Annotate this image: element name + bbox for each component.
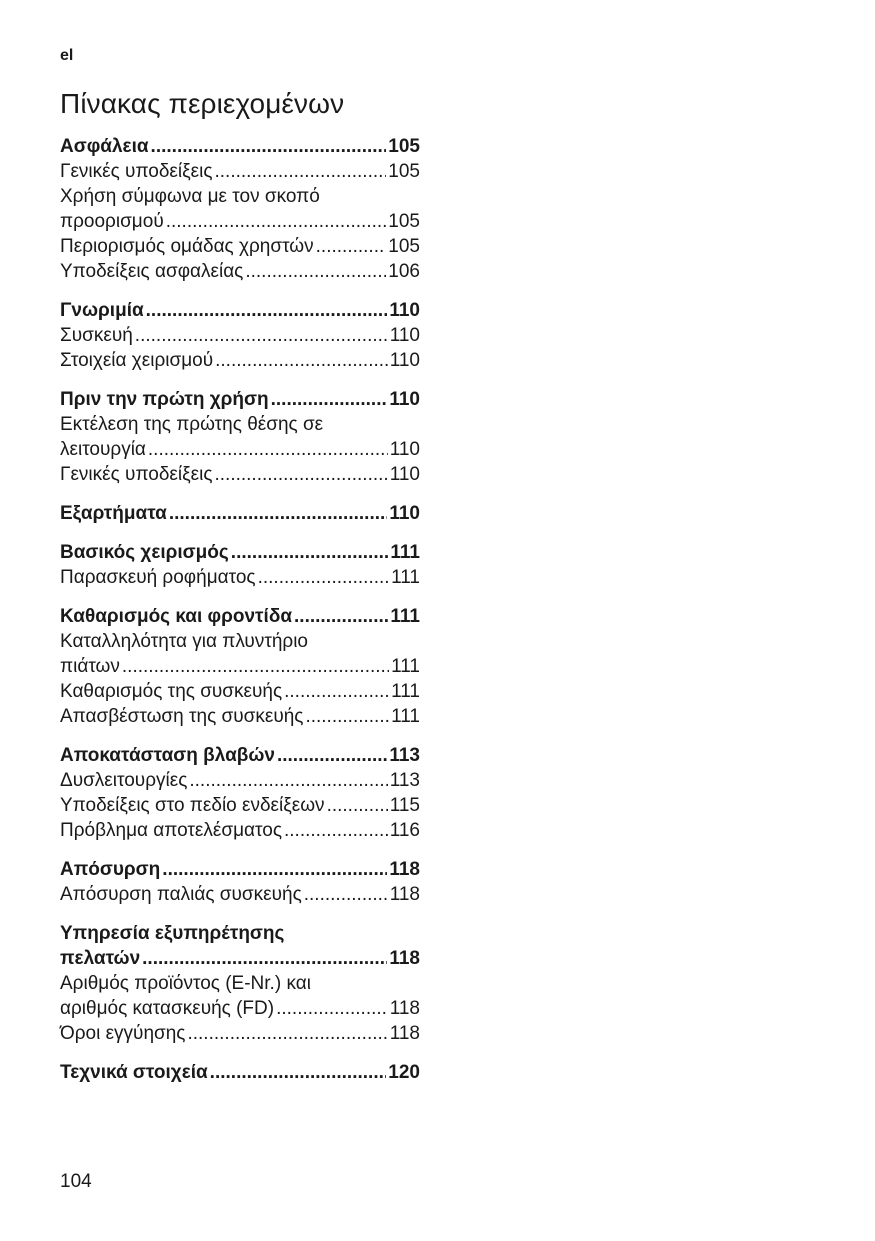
toc-sub-entry[interactable] <box>60 971 420 1021</box>
dot-leader <box>214 159 386 184</box>
dot-leader <box>166 209 387 234</box>
toc-heading-entry[interactable] <box>60 604 420 629</box>
dot-leader <box>135 323 388 348</box>
toc-sub-entry[interactable] <box>60 768 420 793</box>
toc-page-number: 110 <box>389 300 420 321</box>
toc-entry-label: αριθμός κατασκευής (FD) <box>60 998 275 1019</box>
dot-leader <box>245 259 386 284</box>
toc-heading-entry[interactable] <box>60 540 420 565</box>
toc-entry-row <box>60 565 420 590</box>
dot-leader <box>277 743 387 768</box>
toc-entry-row <box>60 1021 420 1046</box>
toc-sub-entry[interactable] <box>60 323 420 348</box>
toc-page-number: 118 <box>389 884 420 905</box>
language-code: el <box>60 47 74 64</box>
toc-entry-row <box>60 134 420 159</box>
toc-entry-label: Υποδείξεις ασφαλείας <box>60 261 244 282</box>
dot-leader <box>189 768 387 793</box>
toc-entry-label: Παρασκευή ροφήματος <box>60 567 256 588</box>
toc-page-number: 120 <box>388 1062 420 1083</box>
toc-entry-row <box>60 323 420 348</box>
toc-sub-entry[interactable] <box>60 704 420 729</box>
dot-leader <box>231 540 389 565</box>
toc-page-number: 110 <box>389 503 420 524</box>
toc-heading-entry[interactable] <box>60 857 420 882</box>
toc-entry-label-line: Καταλληλότητα για πλυντήριο <box>60 631 308 652</box>
dot-leader <box>210 1060 387 1085</box>
toc-page-number: 105 <box>388 211 420 232</box>
toc-sub-entry[interactable] <box>60 234 420 259</box>
toc-entry-label: πιάτων <box>60 656 120 677</box>
toc-entry-label: Γενικές υποδείξεις <box>60 161 213 182</box>
toc-entry-label: Βασικός χειρισμός <box>60 542 229 563</box>
dot-leader <box>142 946 387 971</box>
toc-page-number: 118 <box>389 948 420 969</box>
toc-entry-label: Γνωριμία <box>60 300 144 321</box>
toc-entry-row <box>60 462 420 487</box>
dot-leader <box>304 882 388 907</box>
table-of-contents <box>60 134 420 1099</box>
toc-page-number: 111 <box>390 606 420 627</box>
dot-leader <box>169 501 388 526</box>
toc-page-number: 110 <box>389 325 420 346</box>
toc-entry-row <box>60 818 420 843</box>
dot-leader <box>187 1021 387 1046</box>
toc-entry-row <box>60 768 420 793</box>
dot-leader <box>148 437 388 462</box>
toc-page-number: 111 <box>391 681 420 702</box>
toc-entry-row <box>60 654 420 679</box>
dot-leader <box>258 565 390 590</box>
toc-entry-row <box>60 793 420 818</box>
toc-page-number: 111 <box>391 567 420 588</box>
toc-entry-row <box>60 743 420 768</box>
toc-entry-label: Στοιχεία χειρισμού <box>60 350 214 371</box>
toc-entry-label-line: Εκτέλεση της πρώτης θέσης σε <box>60 414 324 435</box>
toc-entry-row <box>60 387 420 412</box>
toc-heading-entry[interactable] <box>60 387 420 412</box>
toc-entry-row <box>60 857 420 882</box>
toc-entry-label: Πριν την πρώτη χρήση <box>60 389 269 410</box>
toc-page-number: 118 <box>389 998 420 1019</box>
toc-section <box>60 743 420 843</box>
toc-entry-row <box>60 437 420 462</box>
dot-leader <box>327 793 388 818</box>
toc-entry-row <box>60 298 420 323</box>
toc-entry-row <box>60 604 420 629</box>
toc-section <box>60 857 420 907</box>
toc-section <box>60 921 420 1046</box>
toc-entry-row <box>60 882 420 907</box>
toc-page-number: 115 <box>389 795 420 816</box>
toc-page-number: 118 <box>389 859 420 880</box>
dot-leader <box>271 387 388 412</box>
toc-entry-label: Απόσυρση παλιάς συσκευής <box>60 884 302 905</box>
toc-entry-label: Πρόβλημα αποτελέσματος <box>60 820 282 841</box>
toc-section <box>60 604 420 729</box>
toc-page-number: 111 <box>390 542 420 563</box>
toc-page-number: 111 <box>391 706 420 727</box>
toc-section <box>60 501 420 526</box>
toc-sub-entry[interactable] <box>60 259 420 284</box>
toc-sub-entry[interactable] <box>60 159 420 184</box>
toc-page-number: 105 <box>388 136 420 157</box>
dot-leader <box>284 818 388 843</box>
toc-entry-label-line: Αριθμός προϊόντος (E-Nr.) και <box>60 973 311 994</box>
toc-page-number: 110 <box>389 439 420 460</box>
toc-heading-entry[interactable] <box>60 921 420 971</box>
toc-sub-entry[interactable] <box>60 793 420 818</box>
toc-entry-label: Δυσλειτουργίες <box>60 770 188 791</box>
toc-entry-label: λειτουργία <box>60 439 146 460</box>
toc-entry-label: Όροι εγγύησης <box>60 1023 186 1044</box>
toc-entry-label: Τεχνικά στοιχεία <box>60 1062 208 1083</box>
toc-entry-label: Ασφάλεια <box>60 136 149 157</box>
toc-heading-entry[interactable] <box>60 1060 420 1085</box>
toc-entry-row <box>60 159 420 184</box>
toc-page-number: 110 <box>389 350 420 371</box>
toc-entry-row <box>60 501 420 526</box>
toc-entry-label: Απασβέστωση της συσκευής <box>60 706 304 727</box>
toc-entry-label: Καθαρισμός και φροντίδα <box>60 606 293 627</box>
toc-sub-entry[interactable] <box>60 565 420 590</box>
dot-leader <box>276 996 388 1021</box>
toc-entry-label: πελατών <box>60 948 141 969</box>
toc-entry-row <box>60 259 420 284</box>
toc-page-number: 110 <box>389 389 420 410</box>
page-title: Πίνακας περιεχομένων <box>60 88 345 119</box>
toc-page-number: 116 <box>389 820 420 841</box>
toc-entry-label: προορισμού <box>60 211 164 232</box>
dot-leader <box>305 704 389 729</box>
dot-leader <box>316 234 387 259</box>
dot-leader <box>151 134 387 159</box>
toc-page-number: 106 <box>388 261 420 282</box>
toc-entry-label: Γενικές υποδείξεις <box>60 464 213 485</box>
toc-page-number: 105 <box>388 161 420 182</box>
toc-entry-label: Συσκευή <box>60 325 133 346</box>
toc-entry-label: Καθαρισμός της συσκευής <box>60 681 283 702</box>
toc-sub-entry[interactable] <box>60 629 420 679</box>
toc-sub-entry[interactable] <box>60 882 420 907</box>
toc-entry-row <box>60 540 420 565</box>
toc-entry-row <box>60 348 420 373</box>
toc-sub-entry[interactable] <box>60 462 420 487</box>
dot-leader <box>122 654 389 679</box>
toc-sub-entry[interactable] <box>60 412 420 462</box>
toc-entry-row <box>60 996 420 1021</box>
toc-heading-entry[interactable] <box>60 501 420 526</box>
toc-entry-row <box>60 679 420 704</box>
toc-page-number: 113 <box>389 745 420 766</box>
toc-page-number: 105 <box>388 236 420 257</box>
toc-section <box>60 134 420 284</box>
toc-section <box>60 540 420 590</box>
toc-entry-label: Αποκατάσταση βλαβών <box>60 745 275 766</box>
toc-entry-label: Εξαρτήματα <box>60 503 167 524</box>
toc-entry-label: Υποδείξεις στο πεδίο ενδείξεων <box>60 795 325 816</box>
toc-entry-row <box>60 704 420 729</box>
dot-leader <box>214 462 387 487</box>
toc-section <box>60 387 420 487</box>
toc-sub-entry[interactable] <box>60 818 420 843</box>
toc-entry-row <box>60 946 420 971</box>
toc-sub-entry[interactable] <box>60 184 420 234</box>
toc-heading-entry[interactable] <box>60 134 420 159</box>
toc-page-number: 118 <box>389 1023 420 1044</box>
toc-entry-label: Απόσυρση <box>60 859 161 880</box>
dot-leader <box>215 348 388 373</box>
dot-leader <box>162 857 387 882</box>
toc-sub-entry[interactable] <box>60 679 420 704</box>
dot-leader <box>294 604 388 629</box>
toc-entry-label-line: Χρήση σύμφωνα με τον σκοπό <box>60 186 320 207</box>
toc-section <box>60 1060 420 1085</box>
toc-entry-label: Περιορισμός ομάδας χρηστών <box>60 236 314 257</box>
toc-heading-entry[interactable] <box>60 298 420 323</box>
toc-page-number: 111 <box>391 656 420 677</box>
toc-entry-row <box>60 234 420 259</box>
toc-sub-entry[interactable] <box>60 348 420 373</box>
page-number: 104 <box>60 1171 92 1192</box>
toc-section <box>60 298 420 373</box>
toc-page-number: 110 <box>389 464 420 485</box>
toc-sub-entry[interactable] <box>60 1021 420 1046</box>
toc-entry-row <box>60 1060 420 1085</box>
toc-entry-row <box>60 209 420 234</box>
dot-leader <box>284 679 389 704</box>
dot-leader <box>146 298 388 323</box>
toc-entry-label-line: Υπηρεσία εξυπηρέτησης <box>60 923 285 944</box>
toc-page-number: 113 <box>389 770 420 791</box>
toc-heading-entry[interactable] <box>60 743 420 768</box>
